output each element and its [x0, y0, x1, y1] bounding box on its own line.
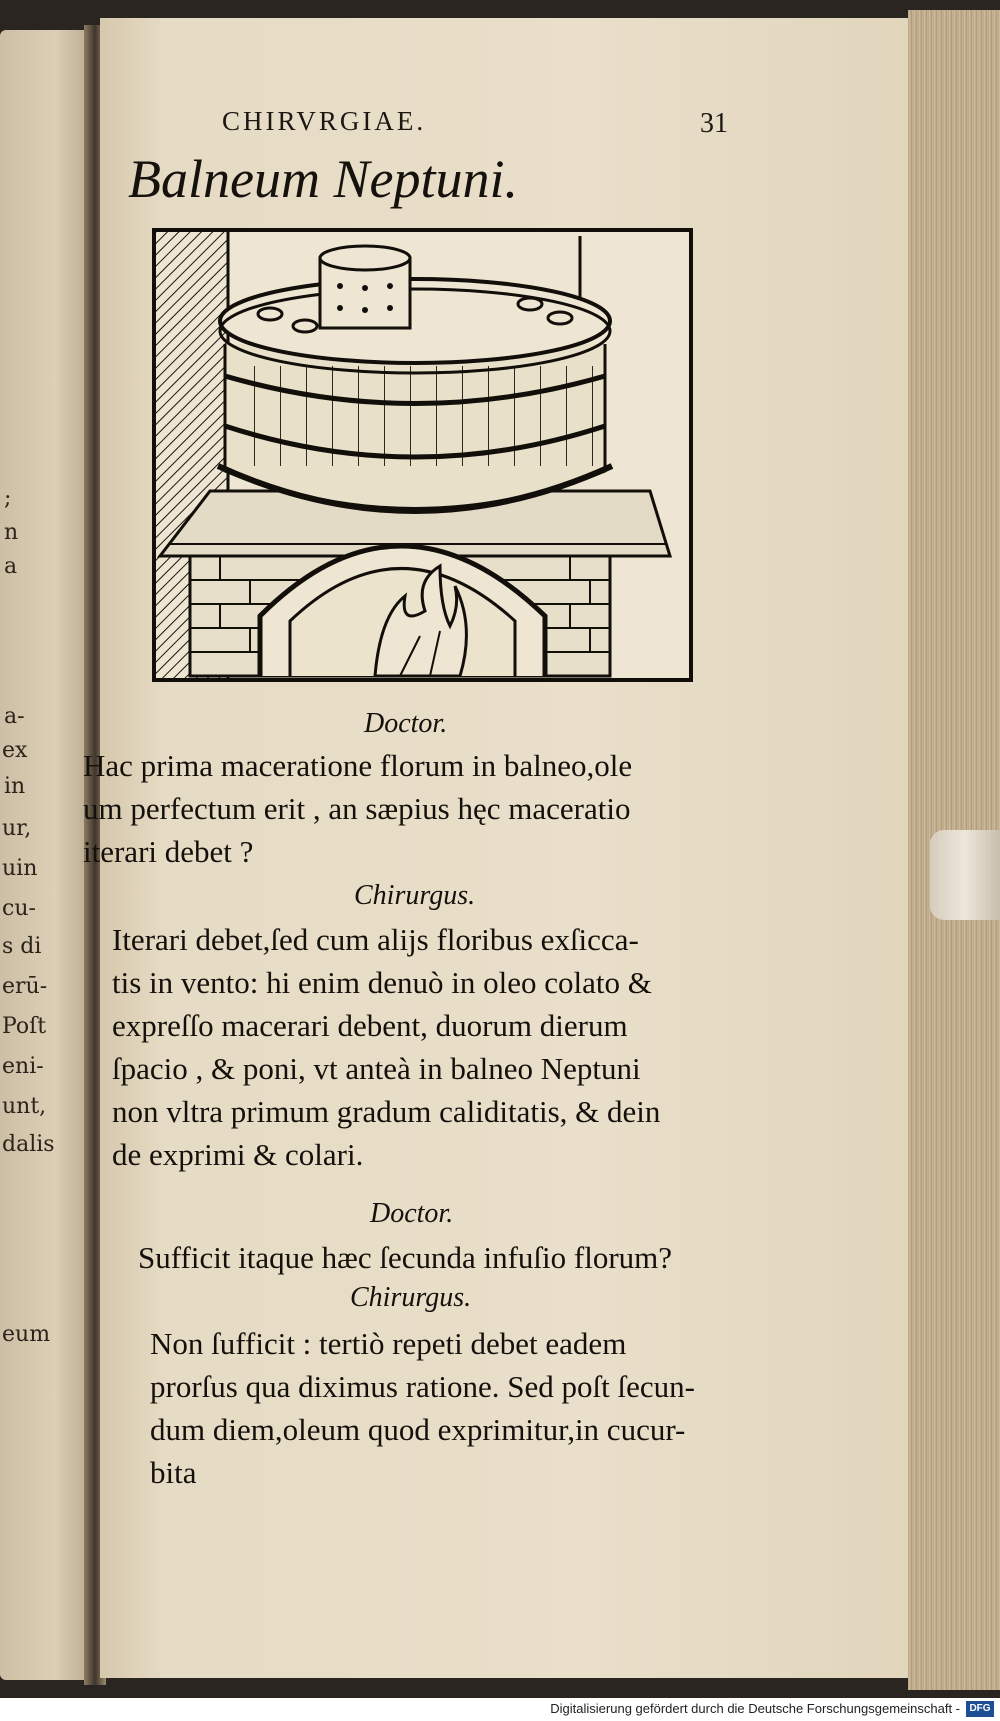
speaker-chirurgus: Chirurgus. — [350, 1282, 472, 1313]
page-number: 31 — [700, 108, 728, 139]
footer-credit: Digitalisierung gefördert durch die Deutsche Forschungsgemeinschaft - — [550, 1701, 960, 1716]
margin-fragment: s di — [2, 934, 42, 959]
dfg-logo: DFG — [966, 1701, 994, 1717]
page-title: Balneum Neptuni. — [128, 149, 518, 209]
margin-fragment: ex — [2, 738, 28, 763]
speaker-doctor: Doctor. — [370, 1198, 454, 1229]
margin-fragment: dalis — [2, 1132, 55, 1157]
margin-fragment: ur, — [2, 816, 32, 841]
margin-fragment: unt, — [2, 1094, 47, 1119]
margin-fragment: erū- — [2, 974, 48, 999]
margin-fragment: Poſt — [2, 1014, 47, 1039]
margin-fragment: uin — [2, 856, 38, 881]
digitization-footer — [0, 1698, 1000, 1721]
margin-fragment: a — [4, 554, 18, 579]
margin-fragment: n — [4, 520, 19, 545]
plastic-clip — [930, 830, 1000, 920]
woodcut-illustration — [150, 226, 695, 684]
margin-fragment: cu- — [2, 896, 36, 921]
margin-fragment: in — [4, 774, 26, 799]
dialogue-text: Hac prima maceratione florum in balneo,ole um perfectum erit , an sæpius hęc maceratio iterari debet ? — [83, 748, 633, 869]
margin-fragment: a- — [4, 704, 25, 729]
speaker-doctor: Doctor. — [364, 708, 448, 739]
dialogue-text: Sufficit itaque hæc ſecunda infuſio florum? — [138, 1240, 673, 1275]
margin-fragment: ; — [4, 486, 12, 511]
dialogue-text: Non ſufficit : tertiò repeti debet eadem prorſus qua diximus ratione. Sed poſt ſecun- dum diem,oleum quod exprimitur,in cucur- bita — [150, 1326, 695, 1490]
margin-fragment: eum — [2, 1322, 51, 1347]
left-page-edge — [0, 30, 92, 1680]
speaker-chirurgus: Chirurgus. — [354, 880, 476, 911]
margin-fragment: eni- — [2, 1054, 44, 1079]
running-head: CHIRVRGIAE. — [222, 106, 427, 136]
dialogue-text: Iterari debet,ſed cum alijs floribus exſicca- tis in vento: hi enim denuò in oleo colato & expreſſo macerari debent, duorum dierum ſpacio , & poni, vt anteà in balneo Neptuni non vltra primum gradum caliditatis, & dein de exprimi & colari. — [112, 922, 661, 1172]
